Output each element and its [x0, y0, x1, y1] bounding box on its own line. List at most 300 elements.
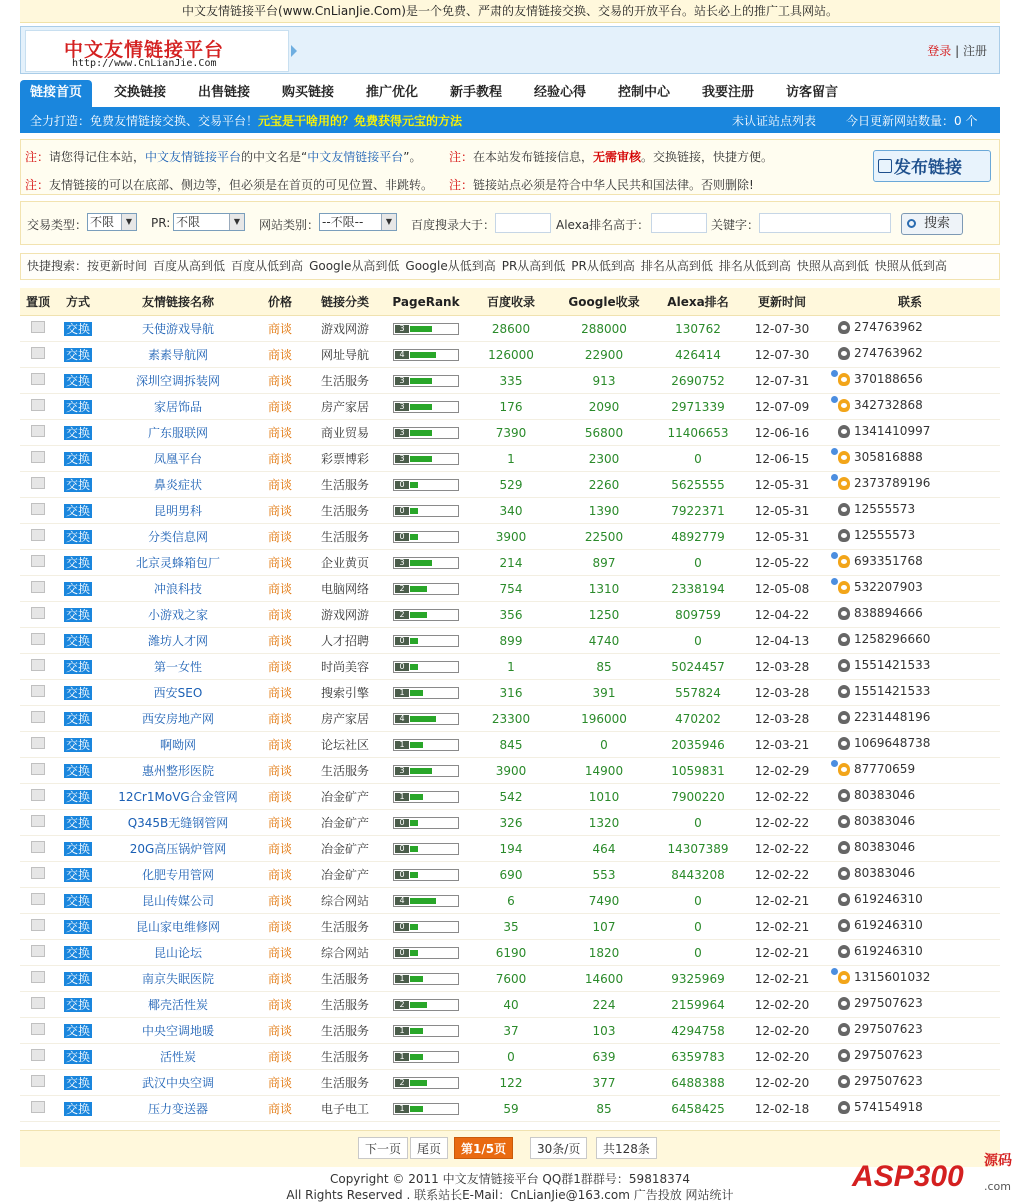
quick-sort-rank-desc[interactable]: 排名从高到低	[640, 259, 713, 273]
site-name-link[interactable]: 惠州整形医院	[100, 758, 256, 784]
mode-badge[interactable]: 交换	[65, 451, 90, 466]
pin-icon[interactable]	[31, 607, 45, 619]
mode-badge[interactable]: 交换	[65, 659, 90, 674]
price-link[interactable]: 商谈	[256, 316, 304, 342]
pagerank-fill	[410, 326, 432, 332]
google-cell: 2090	[556, 394, 652, 420]
price-link[interactable]: 商谈	[256, 550, 304, 576]
auth-links	[927, 42, 987, 59]
pagerank-cell	[386, 784, 466, 810]
last-page-button[interactable]: 尾页	[410, 1137, 448, 1159]
col-pagerank: PageRank	[386, 288, 466, 316]
site-name-link[interactable]: 南京失眠医院	[100, 966, 256, 992]
pin-icon[interactable]	[31, 867, 45, 879]
unverified-sites-link[interactable]: 未认证站点列表	[732, 114, 817, 128]
alexa-cell: 1059831	[652, 758, 744, 784]
mode-badge[interactable]: 交换	[65, 685, 90, 700]
site-name-link[interactable]: 12Cr1MoVG合金管网	[100, 784, 256, 810]
quick-sort-baidu-desc[interactable]: 百度从高到低	[153, 259, 226, 273]
alexa-cell: 2338194	[652, 576, 744, 602]
price-link[interactable]: 商谈	[256, 498, 304, 524]
qq-icon[interactable]	[838, 711, 850, 724]
pin-icon[interactable]	[31, 1023, 45, 1035]
baidu-cell: 176	[466, 394, 556, 420]
mode-badge[interactable]: 交换	[65, 529, 90, 544]
mode-badge[interactable]: 交换	[65, 893, 90, 908]
quick-sort-pr-desc[interactable]: PR从高到低	[501, 259, 566, 273]
price-link[interactable]: 商谈	[256, 576, 304, 602]
price-link[interactable]: 商谈	[256, 784, 304, 810]
price-link[interactable]: 商谈	[256, 706, 304, 732]
pin-cell	[20, 732, 56, 758]
qq-icon[interactable]	[838, 1101, 850, 1114]
contact-cell	[820, 1018, 1000, 1044]
pagerank-fill	[410, 1080, 427, 1086]
google-cell: 85	[556, 654, 652, 680]
mode-badge[interactable]: 交换	[65, 789, 90, 804]
pin-icon[interactable]	[31, 1049, 45, 1061]
pin-icon[interactable]	[31, 893, 45, 905]
pagerank-bar	[393, 869, 459, 881]
keyword-input[interactable]	[759, 213, 891, 233]
qq-icon[interactable]	[838, 945, 850, 958]
price-link[interactable]: 商谈	[256, 810, 304, 836]
price-link[interactable]: 商谈	[256, 368, 304, 394]
site-name-link[interactable]: 天使游戏导航	[100, 316, 256, 342]
pagerank-cell	[386, 420, 466, 446]
nav-experience[interactable]: 经验心得	[534, 85, 587, 100]
qq-icon[interactable]	[838, 451, 850, 464]
price-link[interactable]: 商谈	[256, 472, 304, 498]
price-link[interactable]: 商谈	[256, 1070, 304, 1096]
mode-badge[interactable]: 交换	[65, 581, 90, 596]
quick-sort-baidu-asc[interactable]: 百度从低到高	[231, 259, 304, 273]
qq-icon[interactable]	[838, 737, 850, 750]
updated-cell: 12-04-13	[744, 628, 820, 654]
qq-icon[interactable]	[838, 633, 850, 646]
site-name-link[interactable]: 凤凰平台	[100, 446, 256, 472]
trade-type-label: 交易类型：	[27, 218, 88, 232]
qq-number: 370188656	[854, 372, 923, 387]
pin-icon[interactable]	[31, 711, 45, 723]
price-link[interactable]: 商谈	[256, 732, 304, 758]
per-page[interactable]: 30条/页	[530, 1137, 587, 1159]
price-link[interactable]: 商谈	[256, 524, 304, 550]
quick-sort-google-desc[interactable]: Google从高到低	[309, 259, 400, 273]
pin-icon[interactable]	[31, 581, 45, 593]
pin-cell	[20, 940, 56, 966]
site-category-select[interactable]: --不限-- ▼	[319, 213, 397, 231]
alexa-cell: 809759	[652, 602, 744, 628]
mode-cell	[56, 914, 100, 940]
pin-icon[interactable]	[31, 659, 45, 671]
google-cell: 22500	[556, 524, 652, 550]
pagerank-fill	[410, 768, 432, 774]
site-name-link[interactable]: 活性炭	[100, 1044, 256, 1070]
qq-icon[interactable]	[838, 347, 850, 360]
pagerank-bar	[393, 739, 459, 751]
pagerank-value: 3	[395, 559, 409, 567]
baidu-cell: 356	[466, 602, 556, 628]
pin-cell	[20, 784, 56, 810]
updated-cell: 12-02-22	[744, 862, 820, 888]
qq-icon[interactable]	[838, 971, 850, 984]
qq-number: 838894666	[854, 606, 923, 621]
mode-badge[interactable]: 交换	[65, 1023, 90, 1038]
quick-sort-rank-asc[interactable]: 排名从低到高	[718, 259, 791, 273]
qq-icon[interactable]	[838, 841, 850, 854]
pagerank-bar	[393, 401, 459, 413]
site-name-link[interactable]: 昆山传媒公司	[100, 888, 256, 914]
qq-icon[interactable]	[838, 997, 850, 1010]
price-link[interactable]: 商谈	[256, 602, 304, 628]
next-page-button[interactable]: 下一页	[358, 1137, 408, 1159]
nav-home[interactable]: 链接首页	[20, 80, 92, 107]
price-link[interactable]: 商谈	[256, 758, 304, 784]
price-link[interactable]: 商谈	[256, 654, 304, 680]
table-row	[20, 706, 1000, 732]
price-link[interactable]: 商谈	[256, 680, 304, 706]
baidu-cell: 899	[466, 628, 556, 654]
mode-badge[interactable]: 交换	[65, 399, 90, 414]
pagerank-value: 2	[395, 585, 409, 593]
pagerank-cell	[386, 992, 466, 1018]
pagerank-value: 0	[395, 481, 409, 489]
pin-icon[interactable]	[31, 763, 45, 775]
mode-badge[interactable]: 交换	[65, 1075, 90, 1090]
contact-cell	[820, 1096, 1000, 1122]
qq-icon[interactable]	[838, 529, 850, 542]
pagerank-cell	[386, 368, 466, 394]
pin-cell	[20, 524, 56, 550]
pin-cell	[20, 966, 56, 992]
mode-badge[interactable]: 交换	[65, 347, 90, 362]
pin-cell	[20, 992, 56, 1018]
qq-icon[interactable]	[838, 789, 850, 802]
updated-cell: 12-05-31	[744, 498, 820, 524]
price-link[interactable]: 商谈	[256, 420, 304, 446]
trade-type-select[interactable]: 不限 ▼	[87, 213, 137, 231]
subnav-yuanbao-link[interactable]: 元宝是干啥用的？免费获得元宝的方法	[258, 114, 463, 128]
pagerank-fill	[410, 404, 432, 410]
google-cell: 1250	[556, 602, 652, 628]
mode-badge[interactable]: 交换	[65, 711, 90, 726]
pin-icon[interactable]	[31, 997, 45, 1009]
mode-badge[interactable]: 交换	[65, 763, 90, 778]
pagerank-value: 3	[395, 455, 409, 463]
footer-copyright: Copyright © 2011 中文友情链接平台 QQ群1群群号：59818374	[329, 1172, 691, 1186]
contact-cell	[820, 758, 1000, 784]
table-row	[20, 680, 1000, 706]
pin-cell	[20, 316, 56, 342]
contact-cell	[820, 524, 1000, 550]
mode-badge[interactable]: 交换	[65, 867, 90, 882]
register-link[interactable]: 注册	[962, 44, 987, 58]
mode-badge[interactable]: 交换	[65, 477, 90, 492]
pagerank-cell	[386, 1044, 466, 1070]
site-name-link[interactable]: 中央空调地暖	[100, 1018, 256, 1044]
contact-cell	[820, 420, 1000, 446]
site-name-link[interactable]: 小游戏之家	[100, 602, 256, 628]
site-name-link[interactable]: 椰壳活性炭	[100, 992, 256, 1018]
price-link[interactable]: 商谈	[256, 862, 304, 888]
quick-sort-google-asc[interactable]: Google从低到高	[405, 259, 496, 273]
google-cell: 14600	[556, 966, 652, 992]
quick-sort-snapshot-desc[interactable]: 快照从高到低	[796, 259, 869, 273]
category-cell: 游戏网游	[304, 316, 386, 342]
pin-icon[interactable]	[31, 685, 45, 697]
table-row	[20, 914, 1000, 940]
price-link[interactable]: 商谈	[256, 966, 304, 992]
pagerank-value: 1	[395, 793, 409, 801]
pin-icon[interactable]	[31, 373, 45, 385]
pin-icon[interactable]	[31, 555, 45, 567]
baidu-min-input[interactable]	[495, 213, 551, 233]
nav-seo[interactable]: 推广优化	[366, 85, 419, 100]
site-name-link[interactable]: 家居饰品	[100, 394, 256, 420]
qq-icon[interactable]	[838, 815, 850, 828]
mode-cell	[56, 888, 100, 914]
price-link[interactable]: 商谈	[256, 342, 304, 368]
site-name-link[interactable]: 啊呦网	[100, 732, 256, 758]
qq-number: 80383046	[854, 814, 916, 829]
pin-icon[interactable]	[31, 971, 45, 983]
price-link[interactable]: 商谈	[256, 888, 304, 914]
price-link[interactable]: 商谈	[256, 394, 304, 420]
pin-icon[interactable]	[31, 633, 45, 645]
login-link[interactable]: 登录	[927, 44, 952, 58]
mode-cell	[56, 550, 100, 576]
pagerank-bar	[393, 609, 459, 621]
nav-tutorial[interactable]: 新手教程	[450, 85, 503, 100]
pin-icon[interactable]	[31, 347, 45, 359]
google-cell: 464	[556, 836, 652, 862]
pagerank-cell	[386, 446, 466, 472]
table-row	[20, 862, 1000, 888]
mode-badge[interactable]: 交换	[65, 919, 90, 934]
nav-buy[interactable]: 购买链接	[282, 85, 335, 100]
site-name-link[interactable]: 西安SEO	[100, 680, 256, 706]
pin-icon[interactable]	[31, 451, 45, 463]
qq-icon[interactable]	[838, 893, 850, 906]
category-cell: 冶金矿产	[304, 836, 386, 862]
site-name-link[interactable]: 武汉中央空调	[100, 1070, 256, 1096]
qq-icon[interactable]	[838, 1023, 850, 1036]
mode-badge[interactable]: 交换	[65, 737, 90, 752]
pagerank-fill	[410, 456, 432, 462]
qq-icon[interactable]	[838, 763, 850, 776]
nav-guestbook[interactable]: 访客留言	[786, 85, 839, 100]
site-name-link[interactable]: 化肥专用管网	[100, 862, 256, 888]
qq-icon[interactable]	[838, 685, 850, 698]
qq-number: 1551421533	[854, 658, 931, 673]
qq-icon[interactable]	[838, 581, 850, 594]
site-name-link[interactable]: 分类信息网	[100, 524, 256, 550]
site-name-link[interactable]: 潍坊人才网	[100, 628, 256, 654]
pin-icon[interactable]	[31, 919, 45, 931]
table-row	[20, 732, 1000, 758]
site-name-link[interactable]: 冲浪科技	[100, 576, 256, 602]
alexa-cell: 6488388	[652, 1070, 744, 1096]
price-link[interactable]: 商谈	[256, 836, 304, 862]
pagerank-bar	[393, 687, 459, 699]
mode-badge[interactable]: 交换	[65, 971, 90, 986]
qq-number: 619246310	[854, 892, 923, 907]
pin-icon[interactable]	[31, 503, 45, 515]
pin-cell	[20, 394, 56, 420]
mode-badge[interactable]: 交换	[65, 1101, 90, 1116]
pin-cell	[20, 1044, 56, 1070]
col-name: 友情链接名称	[100, 288, 256, 316]
google-cell: 1310	[556, 576, 652, 602]
pagerank-value: 1	[395, 1053, 409, 1061]
publish-link-button[interactable]	[873, 150, 991, 182]
category-cell: 游戏网游	[304, 602, 386, 628]
qq-icon[interactable]	[838, 1049, 850, 1062]
search-button[interactable]: 搜索	[901, 213, 963, 235]
alexa-max-input[interactable]	[651, 213, 707, 233]
google-cell: 103	[556, 1018, 652, 1044]
pagerank-bar	[393, 349, 459, 361]
qq-icon[interactable]	[838, 399, 850, 412]
category-cell: 综合网站	[304, 888, 386, 914]
site-name-link[interactable]: 压力变送器	[100, 1096, 256, 1122]
site-name-link[interactable]: 西安房地产网	[100, 706, 256, 732]
updated-cell: 12-02-21	[744, 914, 820, 940]
alexa-cell: 2971339	[652, 394, 744, 420]
site-name-link[interactable]: 鼻炎症状	[100, 472, 256, 498]
qq-number: 1551421533	[854, 684, 931, 699]
pagerank-cell	[386, 628, 466, 654]
mode-badge[interactable]: 交换	[65, 555, 90, 570]
pin-icon[interactable]	[31, 529, 45, 541]
qq-icon[interactable]	[838, 373, 850, 386]
table-row	[20, 550, 1000, 576]
pagerank-cell	[386, 394, 466, 420]
mode-badge[interactable]: 交换	[65, 997, 90, 1012]
pin-icon[interactable]	[31, 945, 45, 957]
nav-control[interactable]: 控制中心	[618, 85, 671, 100]
quick-sort-update[interactable]: 按更新时间	[87, 259, 148, 273]
nav-exchange[interactable]: 交换链接	[114, 85, 167, 100]
site-name-link[interactable]: 20G高压锅炉管网	[100, 836, 256, 862]
price-link[interactable]: 商谈	[256, 914, 304, 940]
qq-icon[interactable]	[838, 607, 850, 620]
site-name-link[interactable]: 昆山论坛	[100, 940, 256, 966]
qq-icon[interactable]	[838, 425, 850, 438]
table-row	[20, 888, 1000, 914]
nav-sell[interactable]: 出售链接	[198, 85, 251, 100]
site-name-link[interactable]: 北京灵蜂箱包厂	[100, 550, 256, 576]
pin-icon[interactable]	[31, 477, 45, 489]
pagerank-value: 2	[395, 611, 409, 619]
pr-label: PR:	[151, 216, 171, 230]
qq-icon[interactable]	[838, 1075, 850, 1088]
price-link[interactable]: 商谈	[256, 940, 304, 966]
site-name-link[interactable]: Q345B无缝钢管网	[100, 810, 256, 836]
google-cell: 196000	[556, 706, 652, 732]
col-updated: 更新时间	[744, 288, 820, 316]
site-logo[interactable]	[25, 30, 289, 72]
qq-icon[interactable]	[838, 503, 850, 516]
updated-cell: 12-07-09	[744, 394, 820, 420]
qq-icon[interactable]	[838, 659, 850, 672]
pagerank-value: 0	[395, 533, 409, 541]
site-name-link[interactable]: 昆山家电维修网	[100, 914, 256, 940]
mode-cell	[56, 732, 100, 758]
pin-icon[interactable]	[31, 321, 45, 333]
pagerank-value: 0	[395, 949, 409, 957]
site-name-link[interactable]: 第一女性	[100, 654, 256, 680]
site-name-link[interactable]: 深圳空调拆装网	[100, 368, 256, 394]
qq-icon[interactable]	[838, 321, 850, 334]
pin-icon[interactable]	[31, 425, 45, 437]
mode-badge[interactable]: 交换	[65, 1049, 90, 1064]
site-name-link[interactable]: 素素导航网	[100, 342, 256, 368]
qq-icon[interactable]	[838, 477, 850, 490]
dropdown-arrow-icon: ▼	[121, 214, 136, 230]
pin-icon[interactable]	[31, 737, 45, 749]
pagerank-bar	[393, 973, 459, 985]
mode-badge[interactable]: 交换	[65, 841, 90, 856]
contact-cell	[820, 888, 1000, 914]
baidu-cell: 23300	[466, 706, 556, 732]
category-cell: 生活服务	[304, 758, 386, 784]
qq-icon[interactable]	[838, 867, 850, 880]
contact-cell	[820, 446, 1000, 472]
table-header	[20, 288, 1000, 316]
mode-badge[interactable]: 交换	[65, 815, 90, 830]
quick-sort-snapshot-asc[interactable]: 快照从低到高	[874, 259, 947, 273]
site-name-link[interactable]: 昆明男科	[100, 498, 256, 524]
price-link[interactable]: 商谈	[256, 628, 304, 654]
table-row	[20, 1070, 1000, 1096]
qq-icon[interactable]	[838, 555, 850, 568]
mode-badge[interactable]: 交换	[65, 945, 90, 960]
pagerank-value: 4	[395, 715, 409, 723]
pr-select[interactable]: 不限 ▼	[173, 213, 245, 231]
pin-cell	[20, 446, 56, 472]
pin-icon[interactable]	[31, 841, 45, 853]
pin-icon[interactable]	[31, 399, 45, 411]
pin-icon[interactable]	[31, 1101, 45, 1113]
pin-icon[interactable]	[31, 1075, 45, 1087]
qq-icon[interactable]	[838, 919, 850, 932]
contact-cell	[820, 550, 1000, 576]
mode-badge[interactable]: 交换	[65, 633, 90, 648]
pin-icon[interactable]	[31, 789, 45, 801]
price-link[interactable]: 商谈	[256, 1096, 304, 1122]
mode-badge[interactable]: 交换	[65, 607, 90, 622]
mode-badge[interactable]: 交换	[65, 373, 90, 388]
qq-number: 1069648738	[854, 736, 931, 751]
mode-badge[interactable]: 交换	[65, 321, 90, 336]
price-link[interactable]: 商谈	[256, 446, 304, 472]
quick-sort-pr-asc[interactable]: PR从低到高	[571, 259, 635, 273]
price-link[interactable]: 商谈	[256, 1018, 304, 1044]
nav-register[interactable]: 我要注册	[702, 85, 755, 100]
site-name-link[interactable]: 广东服联网	[100, 420, 256, 446]
pin-icon[interactable]	[31, 815, 45, 827]
pagerank-fill	[410, 1054, 423, 1060]
price-link[interactable]: 商谈	[256, 1044, 304, 1070]
price-link[interactable]: 商谈	[256, 992, 304, 1018]
mode-badge[interactable]: 交换	[65, 503, 90, 518]
pin-cell	[20, 680, 56, 706]
pagerank-bar	[393, 947, 459, 959]
contact-cell	[820, 576, 1000, 602]
mode-badge[interactable]: 交换	[65, 425, 90, 440]
